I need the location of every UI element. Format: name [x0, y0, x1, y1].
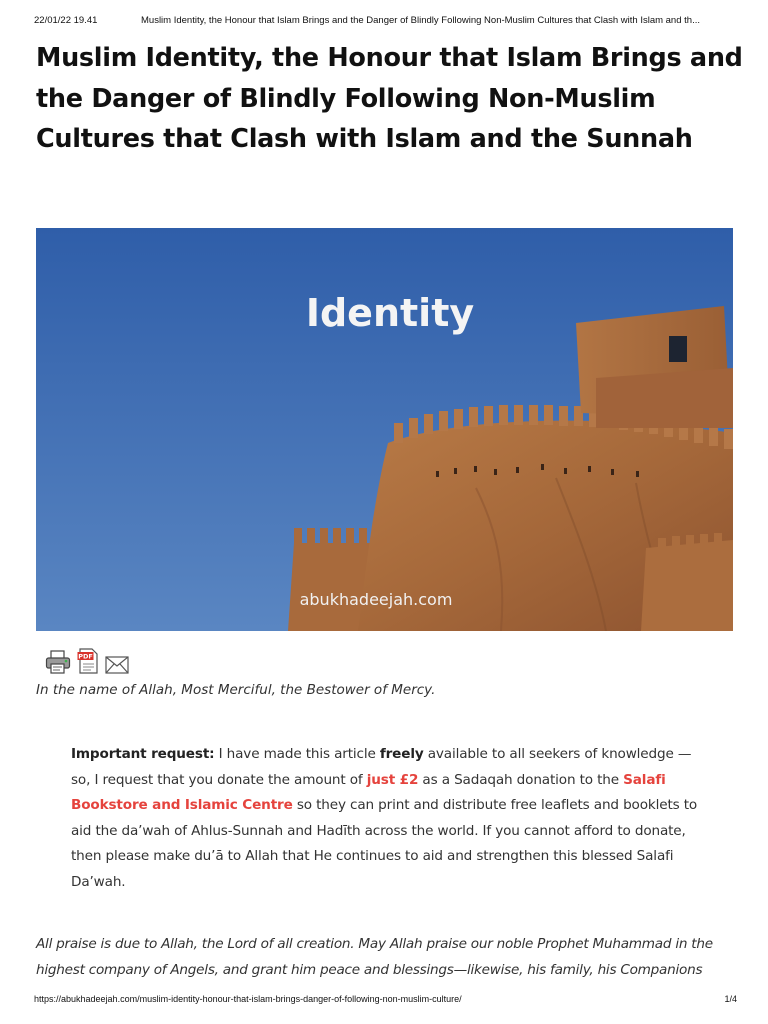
print-datetime: 22/01/22 19.41 [34, 15, 98, 26]
print-footer [34, 994, 737, 1004]
email-icon[interactable] [105, 656, 129, 678]
donation-amount-link[interactable]: just £2 [366, 771, 419, 788]
hero-image [36, 228, 733, 631]
svg-text:PDF: PDF [78, 652, 93, 661]
opening-praise: All praise is due to Allah, the Lord of all creation. May Allah praise our noble Prophet Muhammad in the highest company of Angels, and grant him peace and blessings—likewise, his family, his Companions [36, 936, 713, 978]
bookstore-link[interactable]: Salafi Bookstore and Islamic Centre [71, 771, 666, 814]
donation-request: Important request: I have made this article freely available to all seekers of knowledge — so, I request that you donate the amount of just £2 as a Sadaqah donation to the Salafi Bookstore and Islamic Centre so they can print and distribute free leaflets and booklets to aid the da’wah of Ahlus-Sunnah and Hadīth across the world. If you cannot afford to donate, then please make du’ā to Allah that He continues to aid and strengthen this blessed Salafi Da’wah. [71, 746, 698, 890]
request-label: Important request: [71, 746, 215, 762]
intro-text: In the name of Allah, Most Merciful, the Bestower of Mercy. [36, 682, 436, 698]
print-header [34, 15, 744, 26]
hero-watermark: abukhadeejah.com [299, 590, 453, 609]
freely-emphasis: freely [379, 746, 424, 762]
tower-window [669, 336, 687, 362]
print-url: https://abukhadeejah.com/muslim-identity-honour-that-islam-brings-danger-of-following-non-muslim-culture/ [34, 994, 462, 1004]
hero-caption: Identity [305, 291, 475, 335]
page-number: 1/4 [724, 994, 737, 1004]
print-icon[interactable] [45, 650, 71, 678]
share-toolbar [45, 652, 129, 678]
fortress-illustration [36, 228, 733, 631]
print-page-title: Muslim Identity, the Honour that Islam Brings and the Danger of Blindly Following Non-Muslim Cultures that Clash with Islam and th... [141, 15, 700, 26]
pdf-icon[interactable] [77, 648, 99, 678]
article-title: Muslim Identity, the Honour that Islam Brings and the Danger of Blindly Following Non-Muslim Cultures that Clash with Islam and the Sunnah [36, 43, 743, 154]
